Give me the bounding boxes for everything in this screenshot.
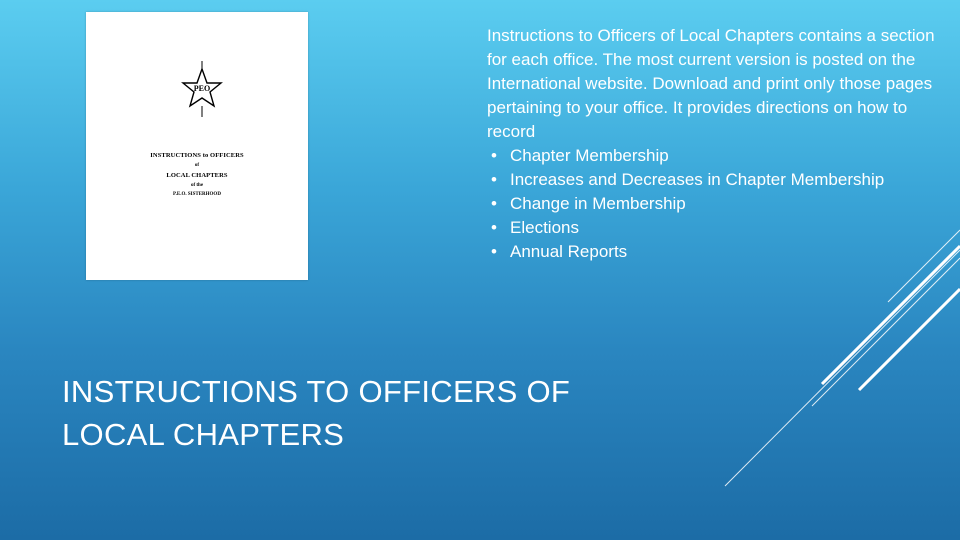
list-item: • Change in Membership: [487, 192, 937, 216]
slide-title-line-2: LOCAL CHAPTERS: [62, 417, 345, 452]
slide-title-line-1: INSTRUCTIONS TO OFFICERS OF: [62, 374, 571, 409]
intro-paragraph: Instructions to Officers of Local Chapters contains a section for each office. The most current version is posted on the International website. Download and print only those pages pertaining to your office. It provides directions on how to record: [487, 26, 935, 141]
cover-line-3: LOCAL CHAPTERS: [166, 172, 228, 179]
list-item: • Chapter Membership: [487, 144, 937, 168]
cover-title-block: [86, 150, 308, 199]
slide-title: [62, 370, 702, 456]
cover-line-4: of the: [190, 183, 204, 188]
emblem-text: PEO: [193, 84, 211, 93]
deco-line-1: [725, 250, 960, 486]
cover-line-5: P.E.O. SISTERHOOD: [173, 192, 221, 197]
star-emblem-icon: [181, 59, 223, 119]
document-cover-image: [86, 12, 308, 280]
deco-line-4: [859, 289, 960, 390]
deco-line-2: [822, 246, 960, 384]
cover-line-1: INSTRUCTIONS to OFFICERS: [150, 152, 244, 159]
cover-line-2: of: [194, 163, 200, 168]
deco-line-3: [812, 258, 960, 406]
bullet-list: [487, 144, 937, 264]
body-text-block: [487, 24, 937, 264]
list-item: • Increases and Decreases in Chapter Membership: [487, 168, 937, 192]
list-item: • Elections: [487, 216, 937, 240]
list-item: • Annual Reports: [487, 240, 937, 264]
